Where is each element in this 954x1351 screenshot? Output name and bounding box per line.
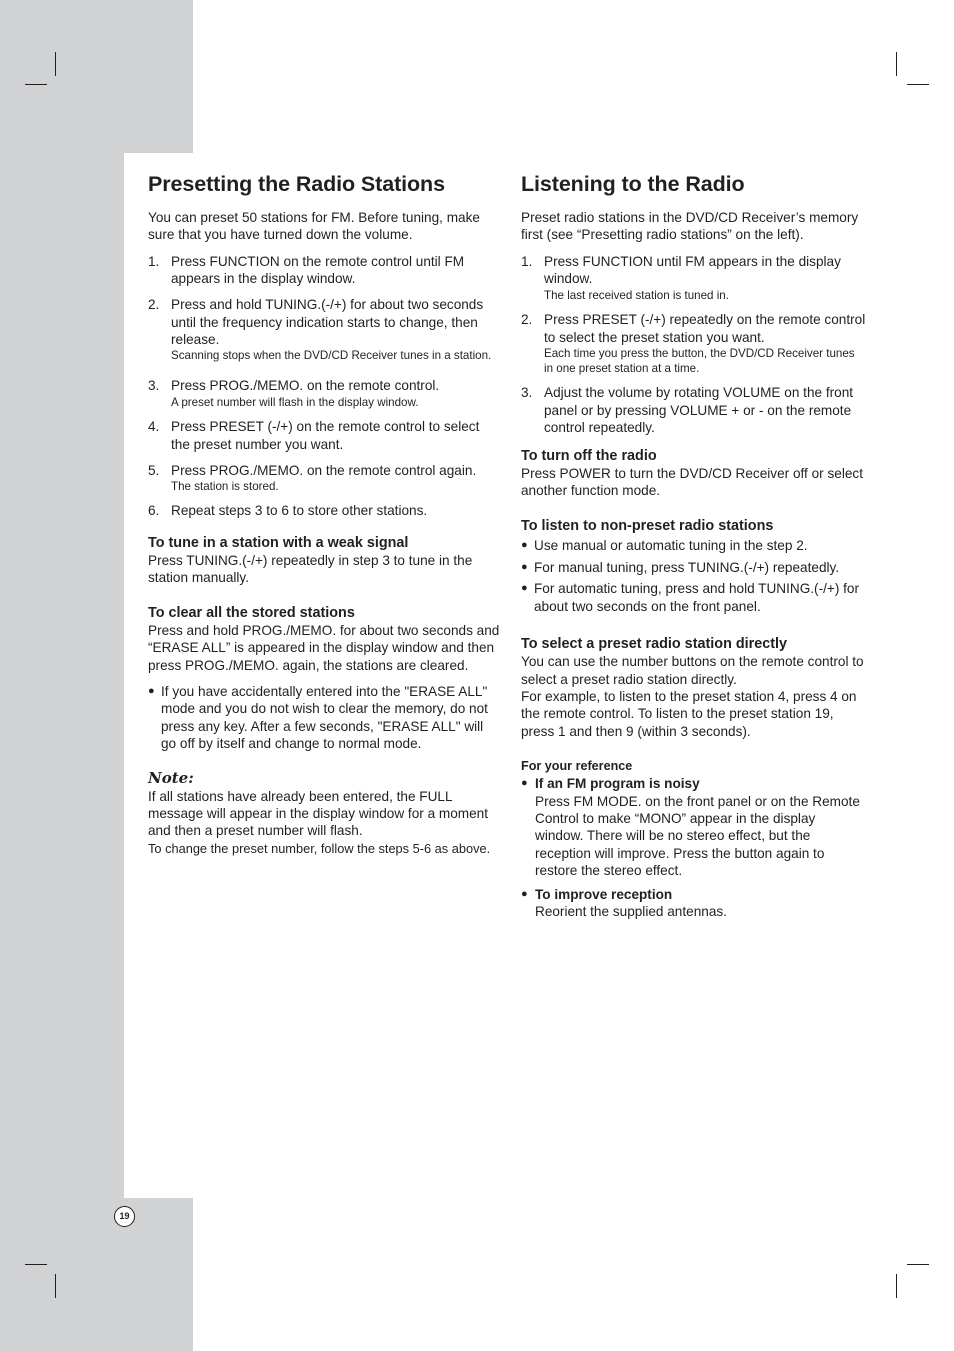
step-text: Press PROG./MEMO. on the remote control again.: [171, 462, 477, 478]
step-number: 3.: [148, 378, 160, 394]
step-note: The last received station is tuned in.: [544, 288, 729, 302]
direct-select-text: For example, to listen to the preset station 4, press 4 on the remote control. To listen to the preset station 19, press 1 and then 9 (within 3 seconds).: [521, 688, 857, 739]
note-text: If all stations have already been entered, the FULL message will appear in the display window for a moment and then a preset number will flash.: [148, 788, 489, 839]
page-margin-top-block: [0, 0, 193, 153]
step-item: [148, 502, 500, 519]
step-number: 5.: [148, 462, 160, 478]
reference-item-text: Reorient the supplied antennas.: [535, 903, 727, 919]
step-number: 1.: [521, 253, 533, 269]
list-item: [521, 537, 866, 554]
intro-text: You can preset 50 stations for FM. Before tuning, make sure that you have turned down the volume.: [148, 210, 480, 243]
step-number: 2.: [148, 297, 160, 313]
bullet-text: If you have accidentally entered into the "ERASE ALL" mode and you do not wish to clear the memory, do not press any key. After a few seconds, "ERASE ALL" will go off by itself and change to normal mode.: [161, 683, 488, 752]
turn-off-heading: To turn off the radio: [521, 447, 657, 464]
step-note: Each time you press the button, the DVD/CD Receiver tunes in one preset station at a time.: [544, 346, 855, 375]
step-number: 3.: [521, 385, 533, 401]
section-title: Listening to the Radio: [521, 172, 745, 196]
step-text: Press FUNCTION on the remote control until FM appears in the display window.: [171, 253, 465, 287]
section-title: Presetting the Radio Stations: [148, 172, 445, 196]
clear-stations-bullets: [148, 683, 500, 753]
step-text: Press FUNCTION until FM appears in the display window.: [544, 253, 841, 287]
left-column: [148, 170, 500, 857]
step-item: [521, 311, 866, 376]
non-preset-heading: To listen to non-preset radio stations: [521, 518, 774, 535]
step-item: [148, 377, 500, 409]
bullet-text: For automatic tuning, press and hold TUNING.(-/+) for about two seconds on the front panel.: [534, 581, 859, 614]
reference-item: [521, 886, 866, 921]
step-note: The station is stored.: [171, 479, 279, 493]
direct-select-heading: To select a preset radio station directly: [521, 636, 788, 653]
bullet-icon: ●: [521, 777, 528, 790]
bullet-icon: ●: [521, 539, 528, 552]
turn-off-text: Press POWER to turn the DVD/CD Receiver off or select another function mode.: [521, 465, 863, 499]
step-number: 1.: [148, 253, 160, 269]
step-item: [148, 462, 500, 494]
non-preset-bullets: [521, 537, 866, 615]
reference-item-title: To improve reception: [535, 886, 673, 902]
page-margin-bottom-block: [0, 1198, 193, 1351]
list-item: [521, 559, 866, 576]
bullet-text: For manual tuning, press TUNING.(-/+) repeatedly.: [534, 559, 840, 575]
reference-heading: For your reference: [521, 759, 633, 774]
bullet-text: Use manual or automatic tuning in the step 2.: [534, 538, 808, 554]
bullet-icon: ●: [521, 582, 528, 595]
crop-mark: [55, 1274, 56, 1298]
step-text: Press and hold TUNING.(-/+) for about two seconds until the frequency indication starts to change, then release.: [171, 297, 484, 347]
crop-mark: [896, 52, 897, 76]
list-item: [148, 683, 500, 753]
list-item: [521, 580, 866, 615]
clear-stations-text: Press and hold PROG./MEMO. for about two seconds and “ERASE ALL” is appeared in the display window and then press PROG./MEMO. again, the stations are cleared.: [148, 622, 500, 673]
reference-item-text: Press FM MODE. on the front panel or on the Remote Control to make “MONO” appear in the display window. There will be no stereo effect, but the reception will improve. Press the button again to restore the stereo effect.: [535, 793, 860, 879]
page-number: 19: [114, 1206, 135, 1227]
crop-mark: [907, 84, 929, 85]
weak-signal-heading: To tune in a station with a weak signal: [148, 534, 409, 551]
step-number: 6.: [148, 503, 160, 519]
step-note: A preset number will flash in the display window.: [171, 395, 419, 409]
step-text: Repeat steps 3 to 6 to store other stations.: [171, 503, 428, 519]
step-item: [148, 253, 500, 288]
note-text: To change the preset number, follow the steps 5-6 as above.: [148, 840, 491, 856]
step-text: Press PRESET (-/+) repeatedly on the remote control to select the preset station you want.: [544, 312, 866, 345]
step-text: Press PRESET (-/+) on the remote control to select the preset number you want.: [171, 419, 480, 452]
steps-list: [521, 253, 866, 437]
reference-item-title: If an FM program is noisy: [535, 776, 700, 792]
reference-item: [521, 775, 866, 879]
crop-mark: [55, 52, 56, 76]
note-heading: Note:: [148, 768, 194, 787]
bullet-icon: ●: [521, 560, 528, 573]
step-note: Scanning stops when the DVD/CD Receiver tunes in a station.: [171, 349, 492, 363]
right-column: [521, 170, 866, 926]
crop-mark: [907, 1264, 929, 1265]
step-item: [521, 384, 866, 436]
clear-stations-heading: To clear all the stored stations: [148, 604, 355, 621]
bullet-icon: ●: [521, 887, 528, 900]
direct-select-text: You can use the number buttons on the remote control to select a preset radio station directly.: [521, 654, 864, 687]
crop-mark: [25, 84, 47, 85]
step-text: Press PROG./MEMO. on the remote control.: [171, 378, 440, 394]
bullet-icon: ●: [148, 684, 155, 697]
crop-mark: [896, 1274, 897, 1298]
step-number: 2.: [521, 312, 533, 328]
page-margin-band: [0, 0, 124, 1351]
step-item: [148, 296, 500, 363]
crop-mark: [25, 1264, 47, 1265]
step-number: 4.: [148, 419, 160, 435]
weak-signal-text: Press TUNING.(-/+) repeatedly in step 3 to tune in the station manually.: [148, 552, 473, 586]
step-text: Adjust the volume by rotating VOLUME on the front panel or by pressing VOLUME + or - on the remote control repeatedly.: [544, 385, 854, 436]
step-item: [521, 253, 866, 303]
step-item: [148, 418, 500, 453]
steps-list: [148, 253, 500, 520]
intro-text: Preset radio stations in the DVD/CD Receiver’s memory first (see “Presetting radio stations” on the left).: [521, 210, 859, 243]
